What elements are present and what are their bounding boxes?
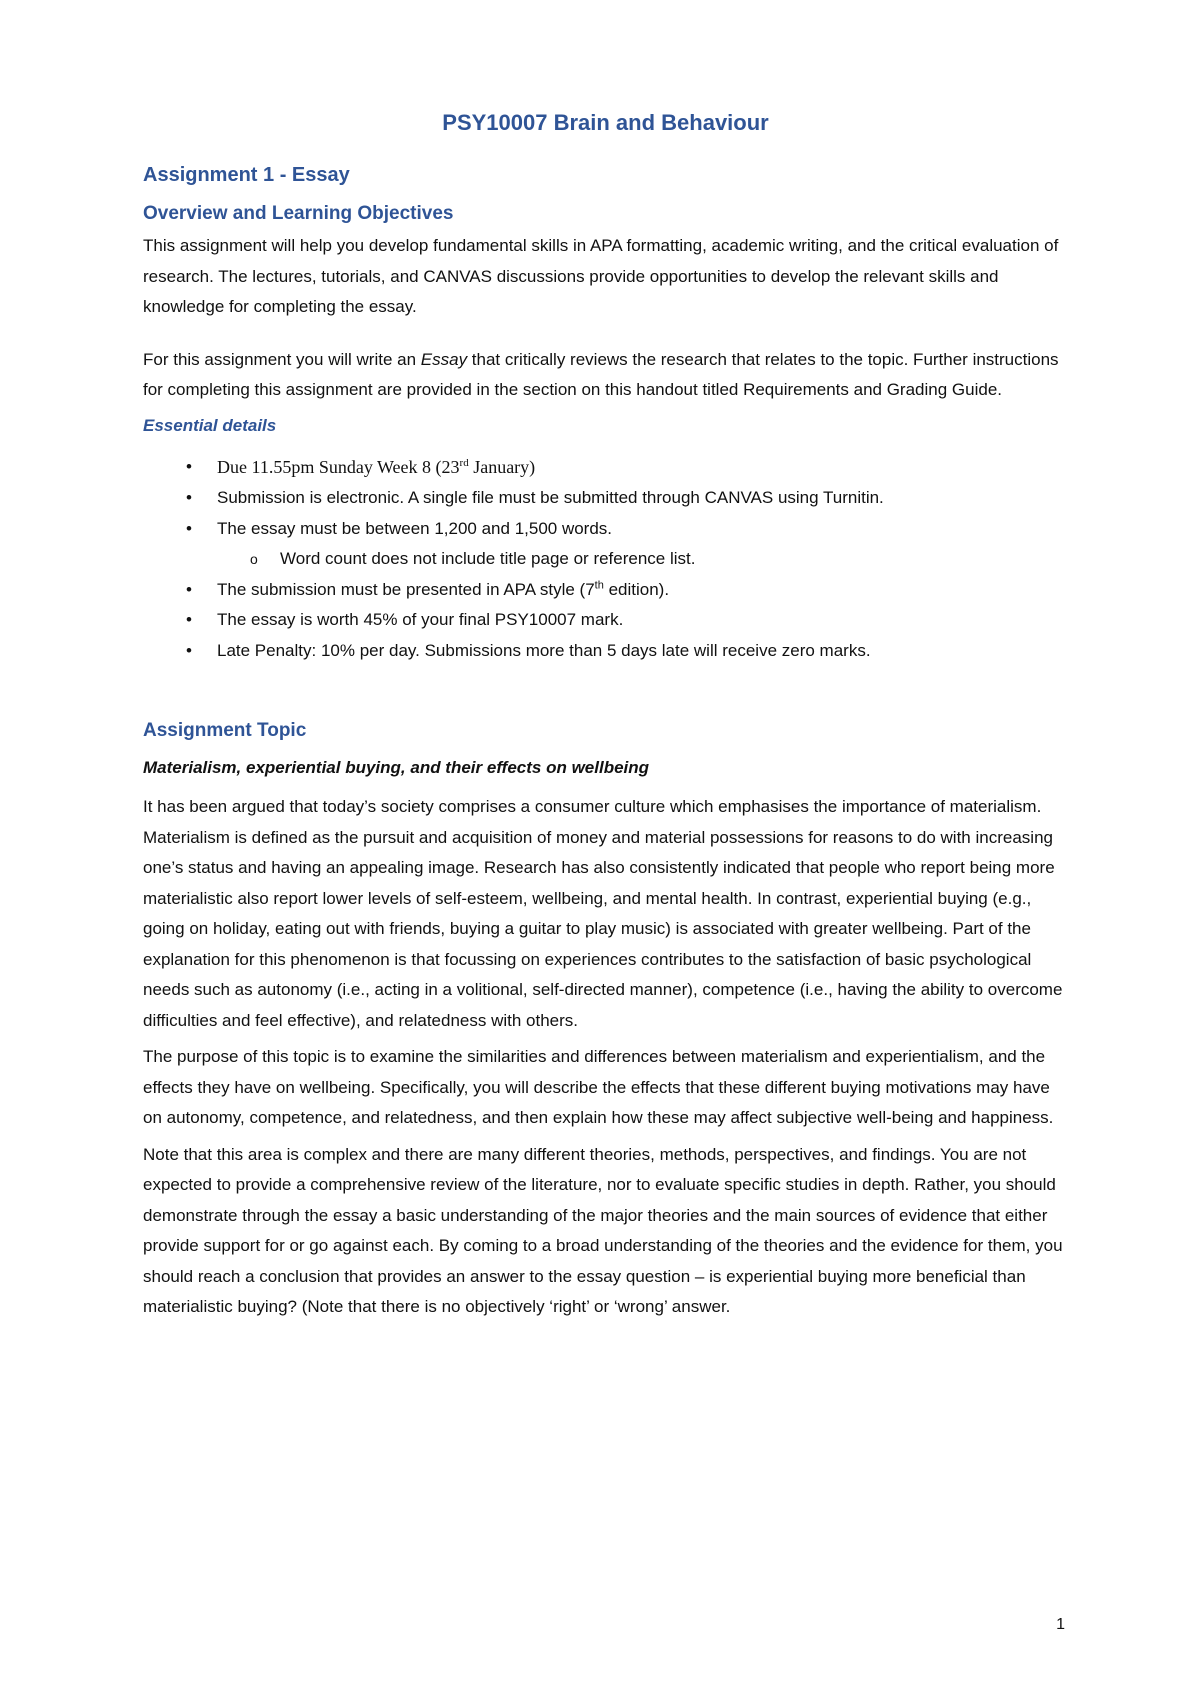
list-item-late — [143, 636, 1068, 667]
bullet-icon: • — [186, 579, 192, 599]
apa-text-a: The submission must be presented in APA style (7 — [217, 579, 595, 599]
due-text-b: January) — [468, 456, 536, 477]
section-spacer — [143, 666, 1068, 720]
overview-p2-emphasis: Essay — [420, 349, 468, 369]
bullet-icon: • — [186, 456, 192, 476]
topic-paragraph-2: The purpose of this topic is to examine the similarities and differences between materialism and experientialism, and the effects they have on wellbeing. Specifically, you will describe the effects that these different buying motivations may have on autonomy, competence, and relatedness, and then explain how these may affect subjective well-being and happiness. — [143, 1047, 1054, 1127]
page-content — [143, 110, 1068, 1329]
length-text: The essay must be between 1,200 and 1,500 words. — [217, 518, 613, 538]
bullet-icon: • — [186, 488, 192, 507]
bullet-icon: • — [186, 518, 192, 538]
document-title: PSY10007 Brain and Behaviour — [442, 110, 769, 135]
essential-details-heading: Essential details — [143, 415, 277, 435]
bullet-icon: • — [186, 610, 192, 629]
list-item-submission — [143, 483, 1068, 514]
topic-heading: Assignment Topic — [143, 720, 307, 741]
overview-paragraph-2 — [143, 345, 1068, 406]
late-text: Late Penalty: 10% per day. Submissions more than 5 days late will receive zero marks. — [217, 640, 871, 660]
essential-details-list — [143, 452, 1068, 667]
list-item-length — [143, 514, 1068, 545]
assignment-heading: Assignment 1 - Essay — [143, 164, 350, 186]
topic-paragraph-3: Note that this area is complex and there are many different theories, methods, perspectives, and findings. You are not expected to provide a comprehensive review of the literature, nor to evaluate specific studies in depth. Rather, you should demonstrate through the essay a basic understanding of the major theories and the main sources of evidence that either provide support for or go against each. By coming to a broad understanding of the theories and the evidence for them, you should reach a conclusion that provides an answer to the essay question – is experiential buying more beneficial than materialistic buying? (Note that there is no objectively ‘right’ or ‘wrong’ answer. — [143, 1144, 1063, 1316]
word-count-sublist — [143, 544, 1068, 575]
apa-superscript: th — [594, 578, 604, 591]
worth-text: The essay is worth 45% of your final PSY10007 mark. — [217, 610, 624, 629]
list-item-worth — [143, 605, 1068, 636]
due-superscript: rd — [459, 456, 469, 469]
page-number: 1 — [1056, 1616, 1065, 1633]
overview-p2-end: that critically reviews the research that relates to the topic. Further instructions for completing this assignment are provided in the section on this handout titled Requirements and Grading Guide. — [143, 349, 1059, 399]
overview-p2-start: For this assignment you will write an — [143, 349, 421, 369]
overview-heading: Overview and Learning Objectives — [143, 203, 454, 224]
submission-text: Submission is electronic. A single file must be submitted through CANVAS using Turnitin. — [217, 488, 884, 507]
overview-paragraph-1: This assignment will help you develop fundamental skills in APA formatting, academic writing, and the critical evaluation of research. The lectures, tutorials, and CANVAS discussions provide opportunities to develop the relevant skills and knowledge for completing the essay. — [143, 236, 1059, 316]
due-text-a: Due 11.55pm Sunday Week 8 (23 — [217, 456, 460, 477]
topic-title: Materialism, experiential buying, and their effects on wellbeing — [143, 758, 650, 777]
list-item-wordcount — [143, 544, 1068, 575]
sub-bullet-icon: o — [250, 551, 258, 567]
apa-text-b: edition). — [603, 579, 670, 599]
list-item-apa — [143, 575, 1068, 606]
list-item-due — [143, 452, 1068, 484]
topic-paragraph-1: It has been argued that today’s society comprises a consumer culture which emphasises the importance of materialism. Materialism is defined as the pursuit and acquisition of money and material possessions for reasons to do with increasing one’s status and having an appealing image. Research has also consistently indicated that people who report being more materialistic also report lower levels of self-esteem, wellbeing, and mental health. In contrast, experiential buying (e.g., going on holiday, eating out with friends, buying a guitar to play music) is associated with greater wellbeing. Part of the explanation for this phenomenon is that focussing on experiences contributes to the satisfaction of basic psychological needs such as autonomy (i.e., acting in a volitional, self-directed manner), competence (i.e., having the ability to overcome difficulties and feel effective), and relatedness with others. — [143, 797, 1063, 1030]
wordcount-text: Word count does not include title page or reference list. — [280, 549, 696, 568]
list-item-sublist — [143, 544, 1068, 575]
due-text — [217, 457, 535, 477]
bullet-icon: • — [186, 640, 192, 660]
